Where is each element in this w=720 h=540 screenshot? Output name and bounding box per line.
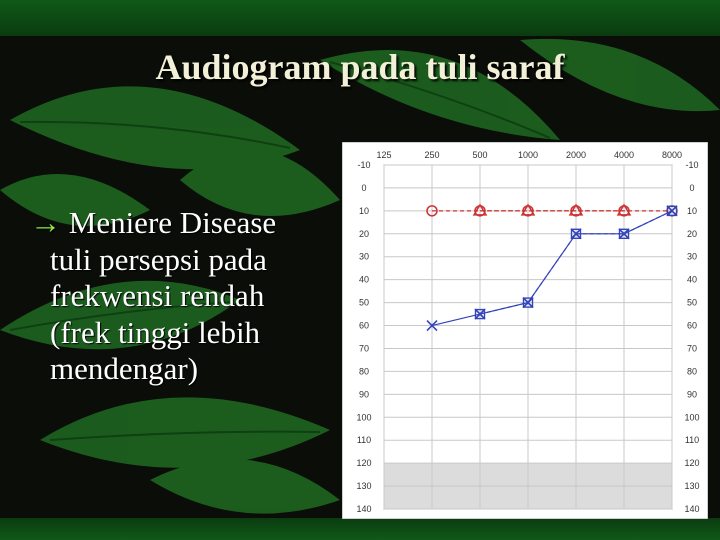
bullet-line: (frek tinggi lebih xyxy=(50,314,261,350)
y-tick-label-right: 100 xyxy=(684,412,700,423)
y-tick-label-left: 60 xyxy=(358,320,370,331)
y-tick-label-left: -10 xyxy=(357,160,371,170)
y-tick-label-left: 0 xyxy=(361,182,367,193)
y-tick-label-left: 130 xyxy=(356,481,372,492)
y-tick-label-left: 140 xyxy=(356,504,372,514)
audiogram-chart xyxy=(342,142,708,519)
bullet-line: mendengar) xyxy=(50,351,199,387)
bullet-line: tuli persepsi pada xyxy=(50,241,267,277)
x-tick-label: 500 xyxy=(472,150,488,160)
y-tick-label-right: 10 xyxy=(686,205,698,216)
x-tick-label: 250 xyxy=(424,150,440,160)
y-tick-label-left: 120 xyxy=(356,458,372,469)
bullet-heading: Meniere Disease xyxy=(68,205,277,240)
y-tick-label-right: 50 xyxy=(686,297,698,308)
y-tick-label-right: 130 xyxy=(684,481,700,492)
y-tick-label-right: 90 xyxy=(686,389,698,400)
y-tick-label-right: 40 xyxy=(686,274,698,285)
x-tick-label: 8000 xyxy=(661,150,683,160)
y-tick-label-right: 20 xyxy=(686,228,698,239)
x-tick-label: 4000 xyxy=(613,150,635,160)
arrow-icon: → xyxy=(30,205,61,240)
y-tick-label-right: 30 xyxy=(686,251,698,262)
y-tick-label-left: 30 xyxy=(358,251,370,262)
y-tick-label-left: 110 xyxy=(356,435,372,446)
y-tick-label-right: 0 xyxy=(689,182,695,193)
bullet-line: frekwensi rendah xyxy=(50,278,265,314)
y-tick-label-left: 50 xyxy=(358,297,370,308)
y-tick-label-right: 110 xyxy=(684,435,700,446)
y-tick-label-right: 70 xyxy=(686,343,698,354)
page-title: Audiogram pada tuli saraf xyxy=(155,47,565,87)
y-tick-label-left: 100 xyxy=(356,412,372,423)
y-tick-label-left: 20 xyxy=(358,228,370,239)
y-tick-label-left: 90 xyxy=(358,389,370,400)
y-tick-label-left: 40 xyxy=(358,274,370,285)
y-tick-label-right: -10 xyxy=(685,160,699,170)
y-tick-label-left: 10 xyxy=(358,205,370,216)
x-tick-label: 1000 xyxy=(517,150,539,160)
y-tick-label-right: 60 xyxy=(686,320,698,331)
y-tick-label-right: 80 xyxy=(686,366,698,377)
y-tick-label-left: 70 xyxy=(358,343,370,354)
bullet-text xyxy=(30,205,320,388)
y-tick-label-right: 140 xyxy=(684,504,700,514)
y-tick-label-right: 120 xyxy=(684,458,700,469)
x-tick-label: 125 xyxy=(376,150,392,160)
x-tick-label: 2000 xyxy=(565,150,587,160)
y-tick-label-left: 80 xyxy=(358,366,370,377)
